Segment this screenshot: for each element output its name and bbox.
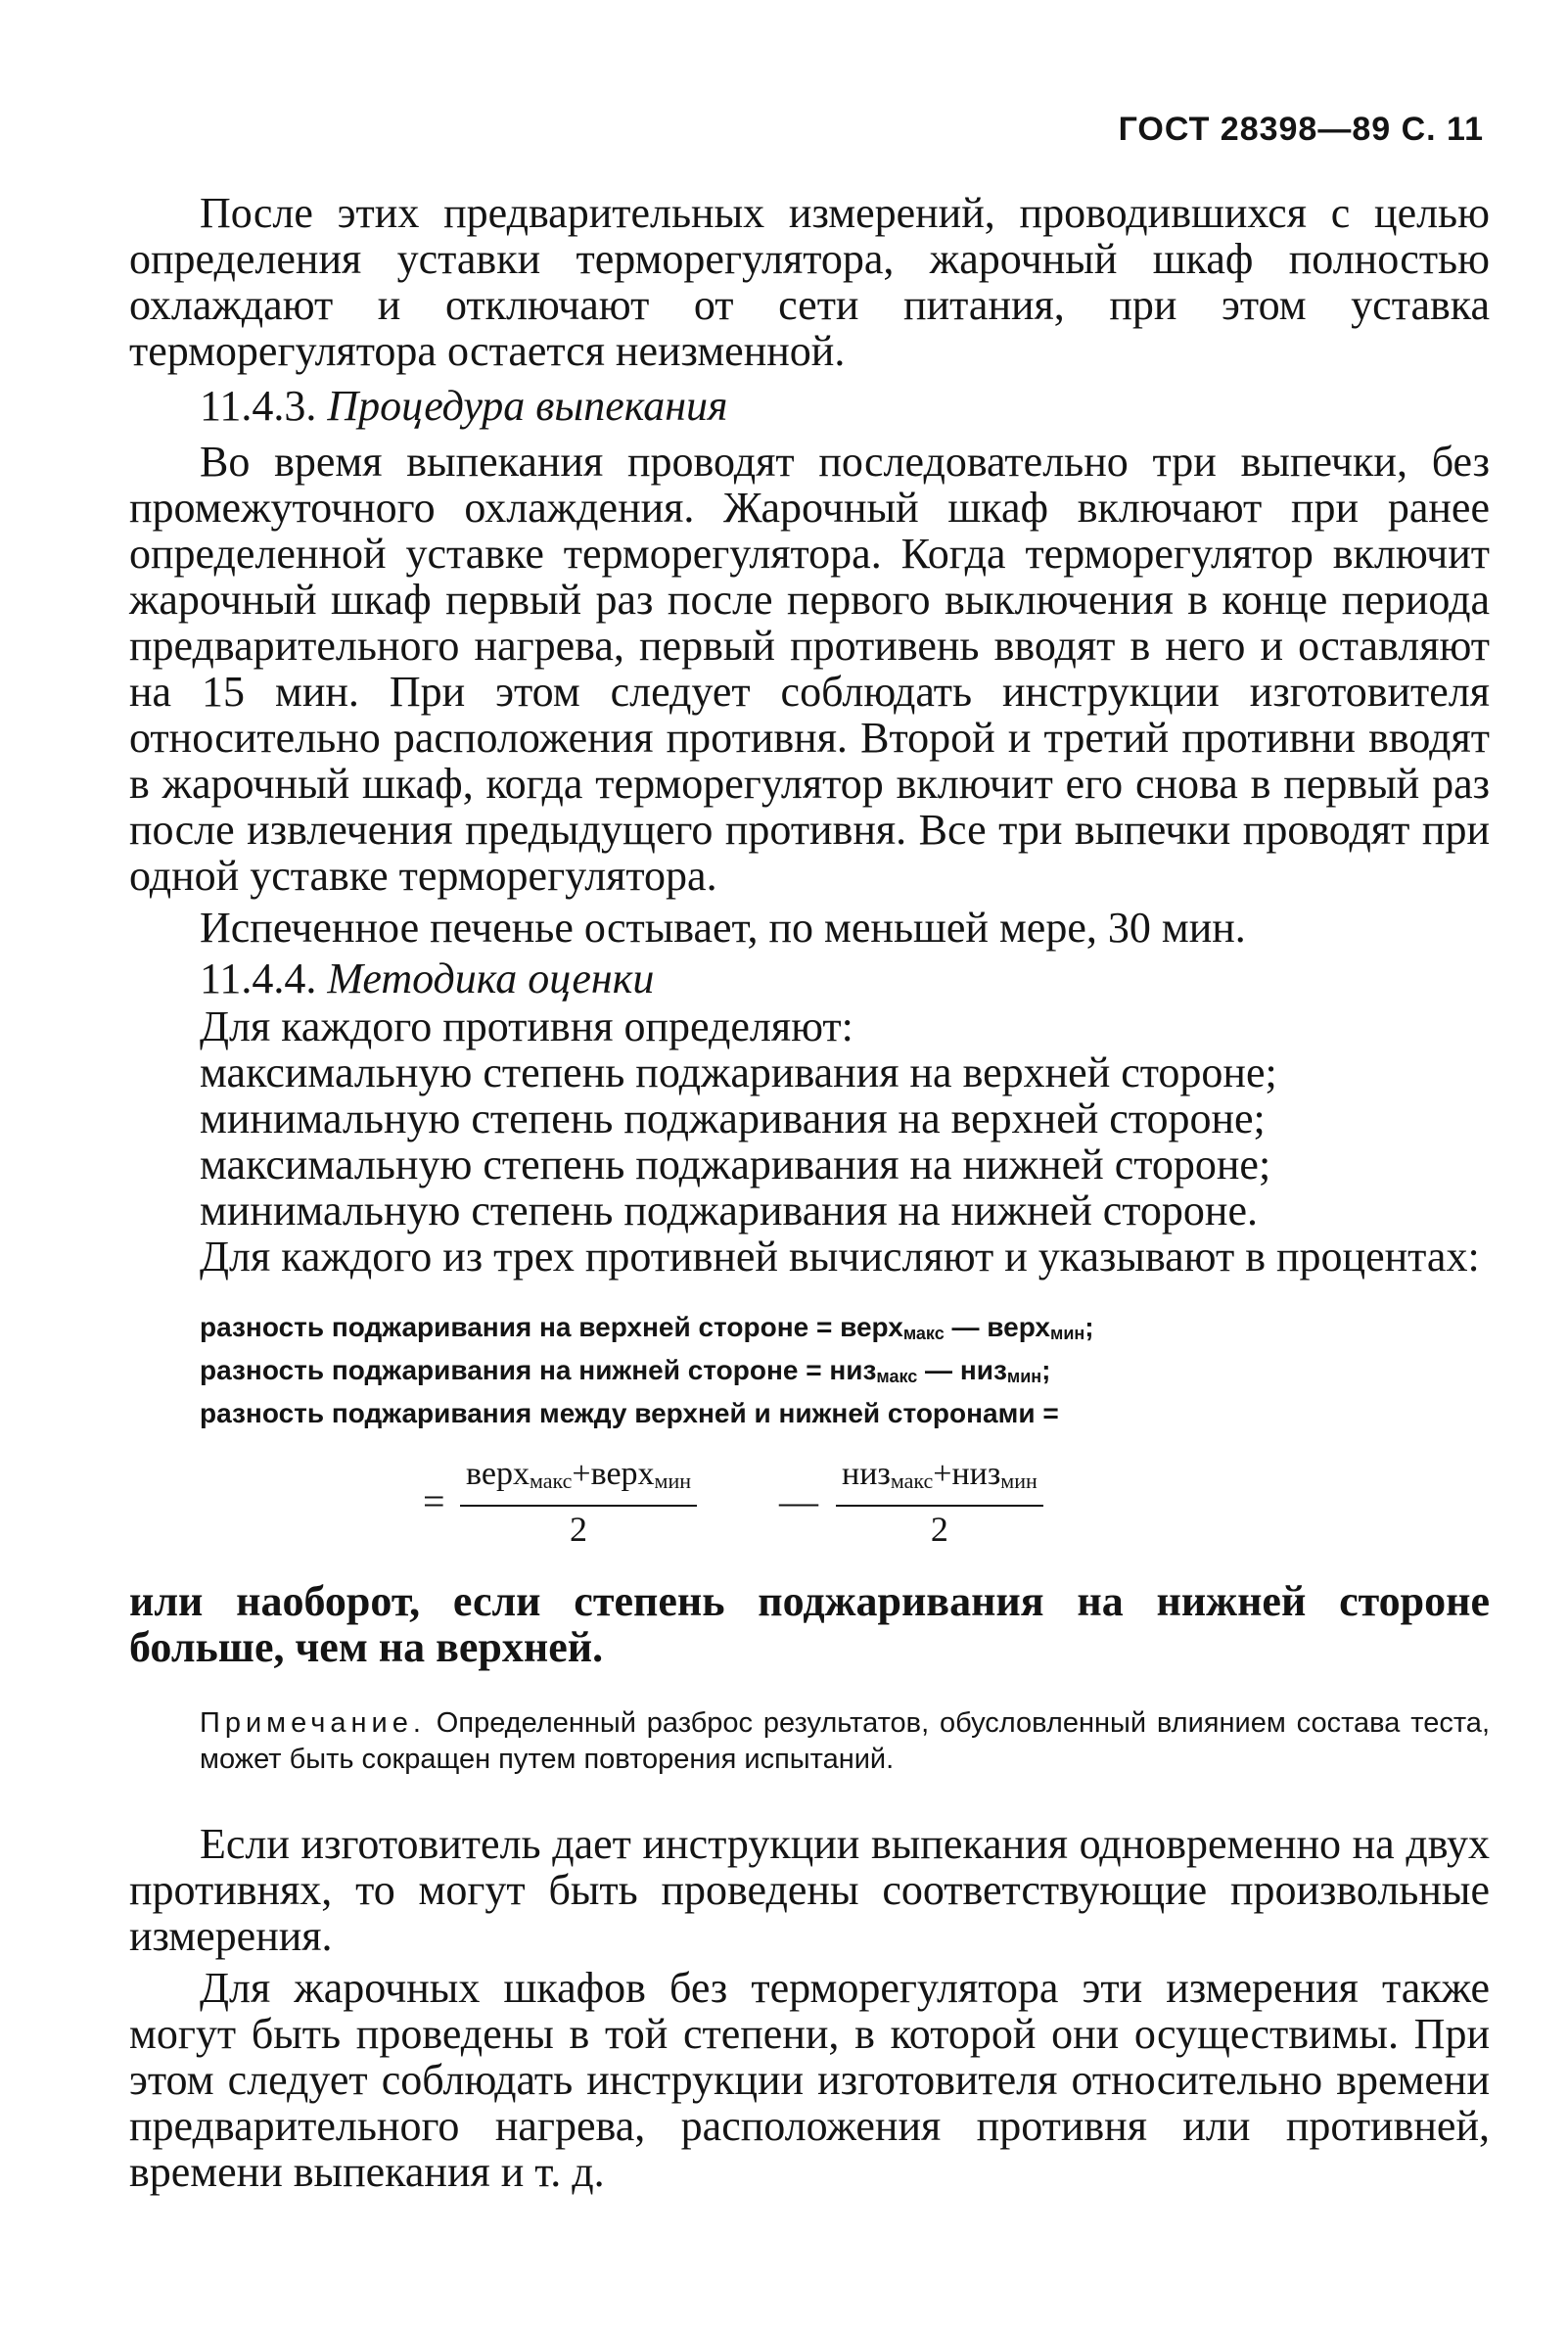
body-text bbox=[129, 439, 1490, 951]
note-text: Определенный разброс результатов, обусловленный влиянием состава теста, может быть сокращен путем повторения испытаний. bbox=[200, 1707, 1490, 1775]
paragraph-inverse: или наоборот, если степень поджаривания на нижней стороне больше, чем на верхней. bbox=[129, 1577, 1490, 1671]
section-heading-baking bbox=[129, 382, 1490, 431]
measurement-list bbox=[129, 1049, 1490, 1234]
paragraph-preliminary: После этих предварительных измерений, проводившихся с целью определения уставки терморегулятора, жарочный шкаф полностью охлаждают и отключают от сети питания, при этом уставка терморегулятора остается неизменной. bbox=[129, 189, 1490, 375]
list-item: максимальную степень поджаривания на верхней стороне; bbox=[200, 1048, 1277, 1096]
difference-definitions bbox=[200, 1309, 1490, 1431]
section-title: Процедура выпекания bbox=[327, 382, 728, 430]
definition-top-side: разность поджаривания на верхней стороне = верх$_{макс}$ — верх$_{мин}$; bbox=[200, 1312, 1094, 1343]
list-item: максимальную степень поджаривания на нижней стороне; bbox=[200, 1141, 1271, 1188]
paragraph-determine: Для каждого противня определяют: bbox=[200, 1002, 853, 1050]
note-label: Примечание. bbox=[200, 1707, 426, 1739]
difference-formula bbox=[129, 1455, 1490, 1564]
body-text bbox=[129, 1003, 1490, 1049]
fraction-denominator: 2 bbox=[930, 1510, 948, 1549]
body-text bbox=[129, 1234, 1490, 1280]
body-text bbox=[129, 1578, 1490, 1670]
note bbox=[129, 1705, 1490, 1778]
body-text bbox=[129, 190, 1490, 374]
paragraph-calculate: Для каждого из трех противней вычисляют и указывают в процентах: bbox=[200, 1233, 1480, 1281]
list-item: минимальную степень поджаривания на нижней стороне. bbox=[200, 1187, 1259, 1235]
section-number: 11.4.3. bbox=[200, 382, 317, 430]
fraction-numerator: низ$_{макс}$+низ$_{мин}$ bbox=[836, 1455, 1043, 1507]
fraction-denominator: 2 bbox=[570, 1510, 587, 1549]
paragraph-cooling: Испеченное печенье остывает, по меньшей мере, 30 мин. bbox=[200, 904, 1246, 952]
formula-equals-sign: = bbox=[423, 1479, 445, 1523]
formula-minus-sign: — bbox=[779, 1479, 818, 1523]
paragraph-two-trays: Если изготовитель дает инструкции выпекания одновременно на двух противнях, то могут быть проведены соответствующие произвольные измерения. bbox=[129, 1820, 1490, 1960]
list-item: минимальную степень поджаривания на верхней стороне; bbox=[200, 1095, 1266, 1142]
section-title: Методика оценки bbox=[327, 955, 655, 1002]
section-number: 11.4.4. bbox=[200, 955, 317, 1002]
paragraph-no-thermostat: Для жарочных шкафов без терморегулятора эти измерения также могут быть проведены в той степени, в которой они осуществимы. При этом следует соблюдать инструкции изготовителя относительно времени предварительного нагрева, расположения противня или противней, времени выпекания и т. д. bbox=[129, 1964, 1490, 2196]
section-heading-evaluation bbox=[129, 955, 1490, 1003]
document-page bbox=[129, 108, 1490, 2291]
fraction-numerator: верх$_{макс}$+верх$_{мин}$ bbox=[460, 1455, 697, 1507]
body-text bbox=[129, 1821, 1490, 2195]
paragraph-baking-procedure: Во время выпекания проводят последовательно три выпечки, без промежуточного охлаждения. Жарочный шкаф включают при ранее определенной уставке терморегулятора. Когда терморегулятор включит жарочный шкаф первый раз после первого выключения в конце периода предварительного нагрева, первый противень вводят в него и оставляют на 15 мин. При этом следует соблюдать инструкции изготовителя относительно расположения противня. Второй и третий противни вводят в жарочный шкаф, когда терморегулятор включит его снова в первый раз после извлечения предыдущего противня. Все три выпечки проводят при одной уставке терморегулятора. bbox=[129, 438, 1490, 900]
fraction-top bbox=[460, 1455, 697, 1552]
definition-bottom-side: разность поджаривания на нижней стороне = низ$_{макс}$ — низ$_{мин}$; bbox=[200, 1355, 1051, 1386]
definition-between-sides: разность поджаривания между верхней и нижней сторонами = bbox=[200, 1398, 1059, 1428]
page-header: ГОСТ 28398—89 С. 11 bbox=[1118, 111, 1484, 148]
fraction-bottom bbox=[836, 1455, 1043, 1552]
